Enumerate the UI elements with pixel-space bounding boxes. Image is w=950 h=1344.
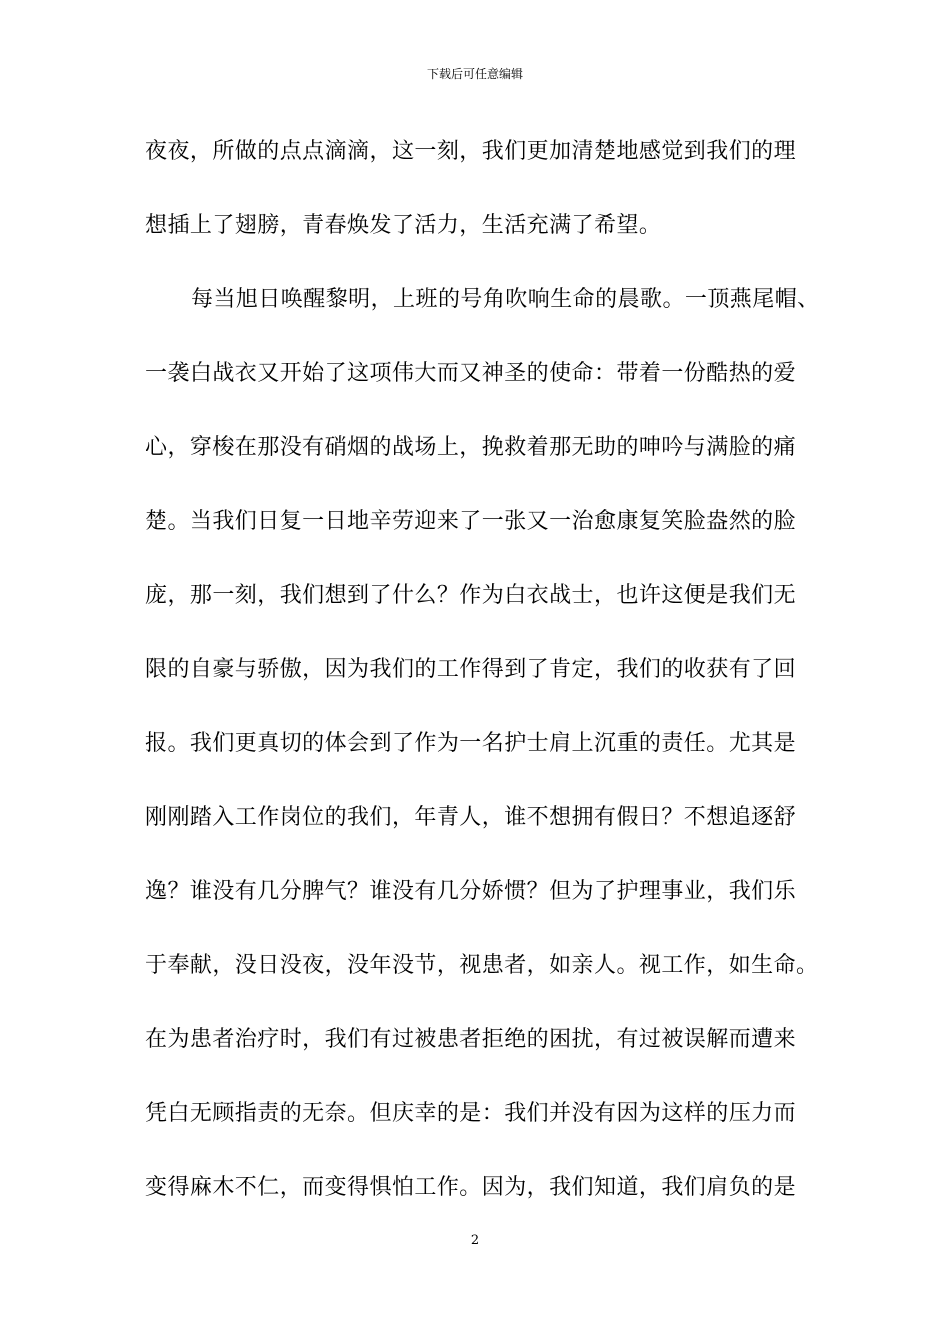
text-line: 逸？谁没有几分脾气？谁没有几分娇惯？但为了护理事业，我们乐 xyxy=(145,879,797,904)
text-line: 在为患者治疗时，我们有过被患者拒绝的困扰，有过被误解而遭来 xyxy=(145,1027,797,1052)
page-header: 下载后可任意编辑 xyxy=(426,67,523,81)
text-line: 心，穿梭在那没有硝烟的战场上，挽救着那无助的呻吟与满脸的痛 xyxy=(145,435,797,460)
text-line: 刚刚踏入工作岗位的我们，年青人，谁不想拥有假日？不想追逐舒 xyxy=(145,805,797,830)
text-line: 庞，那一刻，我们想到了什么？作为白衣战士，也许这便是我们无 xyxy=(145,583,797,608)
text-line: 报。我们更真切的体会到了作为一名护士肩上沉重的责任。尤其是 xyxy=(145,731,797,756)
text-line: 于奉献，没日没夜，没年没节，视患者，如亲人。视工作，如生命。 xyxy=(145,953,819,978)
text-line: 变得麻木不仁，而变得惧怕工作。因为，我们知道，我们肩负的是 xyxy=(145,1175,797,1200)
paragraph-first-line: 每当旭日唤醒黎明，上班的号角吹响生命的晨歌。一顶燕尾帽、 xyxy=(191,287,820,312)
text-line: 夜夜，所做的点点滴滴，这一刻，我们更加清楚地感觉到我们的理 xyxy=(145,139,797,164)
document-body xyxy=(145,127,825,1237)
text-line: 楚。当我们日复一日地辛劳迎来了一张又一治愈康复笑脸盎然的脸 xyxy=(145,509,797,534)
text-line: 一袭白战衣又开始了这项伟大而又神圣的使命：带着一份酷热的爱 xyxy=(145,361,797,386)
text-line: 凭白无顾指责的无奈。但庆幸的是：我们并没有因为这样的压力而 xyxy=(145,1101,797,1126)
page-number: 2 xyxy=(470,1233,480,1248)
text-line: 想插上了翅膀，青春焕发了活力，生活充满了希望。 xyxy=(145,213,662,238)
text-line: 限的自豪与骄傲，因为我们的工作得到了肯定，我们的收获有了回 xyxy=(145,657,797,682)
